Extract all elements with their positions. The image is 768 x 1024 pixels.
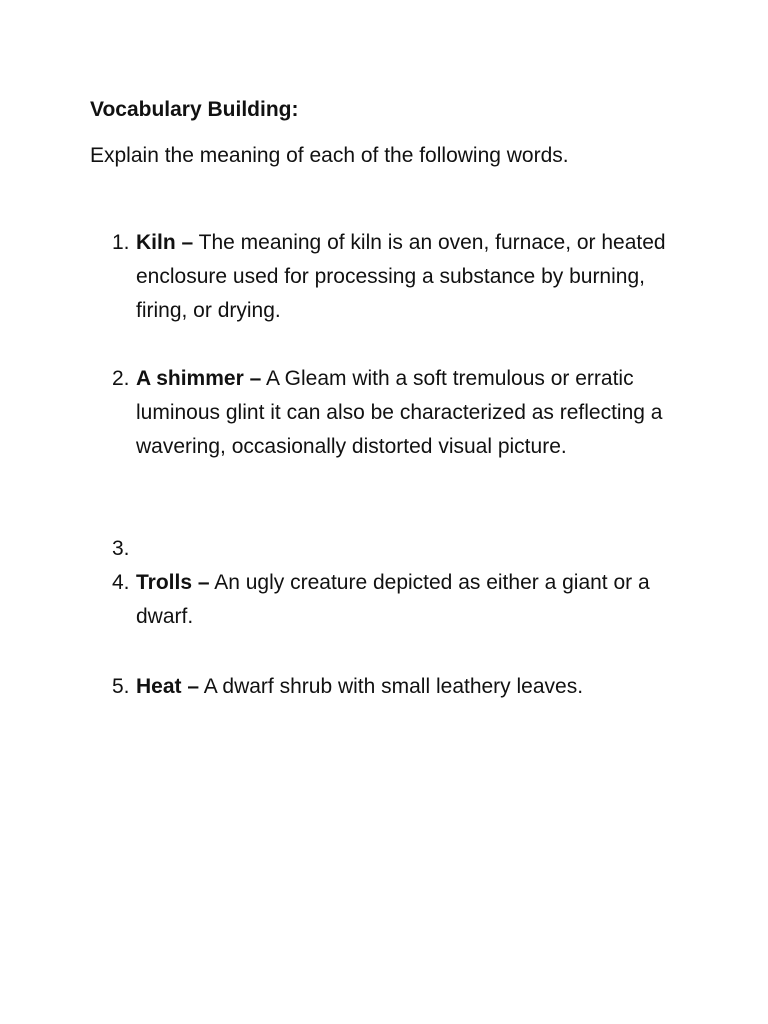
section-heading: Vocabulary Building: <box>90 98 299 121</box>
item-term: Heat – <box>136 675 200 698</box>
item-body <box>136 226 696 328</box>
item-number: 5. <box>112 675 130 698</box>
item-number: 1. <box>112 231 130 254</box>
item-term: A shimmer – <box>136 367 262 390</box>
item-body <box>136 362 696 464</box>
item-term: Trolls – <box>136 571 210 594</box>
item-number: 2. <box>112 367 130 390</box>
item-number: 3. <box>112 537 130 560</box>
item-number: 4. <box>112 571 130 594</box>
item-body <box>136 670 696 704</box>
item-definition: A Gleam with a soft tremulous or erratic luminous glint it can also be characterized as reflecting a wavering, occasionally distorted visual picture. <box>136 367 663 458</box>
instruction-text: Explain the meaning of each of the following words. <box>90 144 569 167</box>
item-term: Kiln – <box>136 231 194 254</box>
item-body <box>136 566 696 634</box>
item-definition: An ugly creature depicted as either a giant or a dwarf. <box>136 571 650 628</box>
item-definition: A dwarf shrub with small leathery leaves. <box>203 675 584 698</box>
item-definition: The meaning of kiln is an oven, furnace, or heated enclosure used for processing a substance by burning, firing, or drying. <box>136 231 666 322</box>
